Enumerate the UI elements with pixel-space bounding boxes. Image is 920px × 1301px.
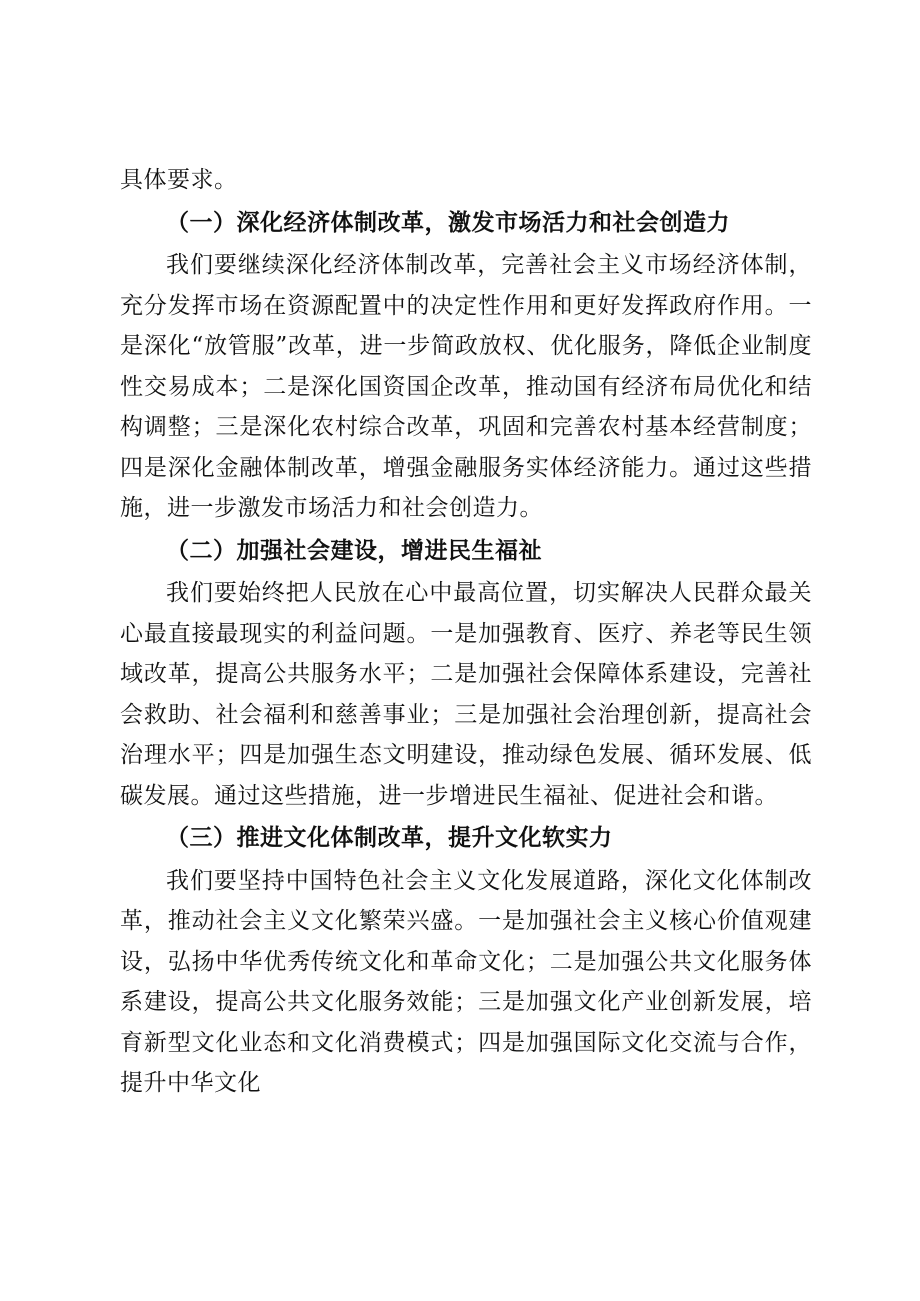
section-1-body: 我们要继续深化经济体制改革，完善社会主义市场经济体制，充分发挥市场在资源配置中的决定性作用和更好发挥政府作用。一是深化“放管服”改革，进一步简政放权、优化服务，降低企业制度性交易成本；二是深化国资国企改革，推动国有经济布局优化和结构调整；三是深化农村综合改革，巩固和完善农村基本经营制度；四是深化金融体制改革，增强金融服务实体经济能力。通过这些措施，进一步激发市场活力和社会创造力。 [120,252,812,521]
section-1-heading: （一）深化经济体制改革，激发市场活力和社会创造力 [166,208,730,236]
section-2-body: 我们要始终把人民放在心中最高位置，切实解决人民群众最关心最直接最现实的利益问题。一是加强教育、医疗、养老等民生领域改革，提高公共服务水平；二是加强社会保障体系建设，完善社会救助、社会福利和慈善事业；三是加强社会治理创新，提高社会治理水平；四是加强生态文明建设，推动绿色发展、循环发展、低碳发展。通过这些措施，进一步增进民生福祉、促进社会和谐。 [120,580,812,809]
document-body [120,160,812,1104]
section-3-heading: （三）推进文化体制改革，提升文化软实力 [166,824,613,851]
section-2-heading: （二）加强社会建设，增进民生福祉 [166,536,542,564]
intro-tail-paragraph: 具体要求。 [120,167,238,193]
section-3-body: 我们要坚持中国特色社会主义文化发展道路，深化文化体制改革，推动社会主义文化繁荣兴盛。一是加强社会主义核心价值观建设，弘扬中华优秀传统文化和革命文化；二是加强公共文化服务体系建设，提高公共文化服务效能；三是加强文化产业创新发展，培育新型文化业态和文化消费模式；四是加强国际文化交流与合作，提升中华文化 [120,867,812,1096]
